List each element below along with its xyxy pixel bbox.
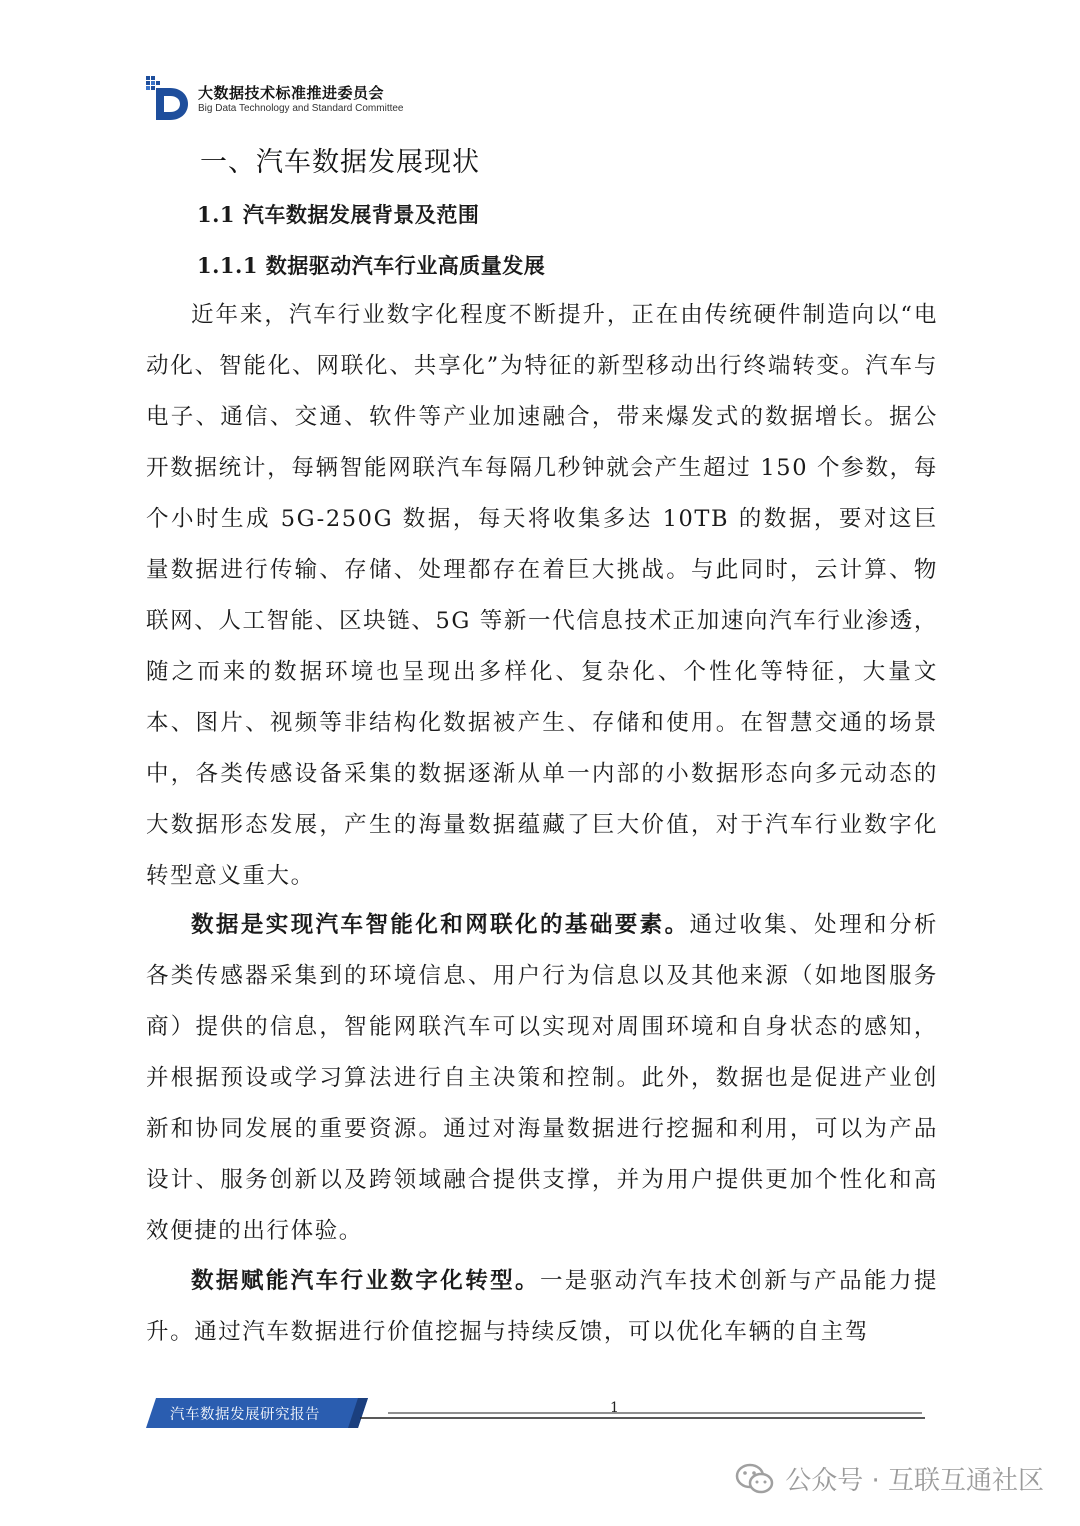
footer-rule [360, 1410, 925, 1424]
subsubsection-heading: 1.1.1 数据驱动汽车行业高质量发展 [197, 253, 546, 278]
org-name-cn: 大数据技术标准推进委员会 [198, 84, 385, 102]
paragraph-3 [146, 1256, 938, 1358]
paragraph-2-lead: 数据是实现汽车智能化和网联化的基础要素。 [191, 912, 690, 938]
footer-report-title: 汽车数据发展研究报告 [170, 1407, 320, 1423]
paragraph-2-text: 通过收集、处理和分析各类传感器采集到的环境信息、用户行为信息以及其他来源（如地图服务商）提供的信息，智能网联汽车可以实现对周围环境和自身状态的感知，并根据预设或学习算法进行自主决策和控制。此外，数据也是促进产业创新和协同发展的重要资源。通过对海量数据进行挖掘和利用，可以为产品设计、服务创新以及跨领域融合提供支撑，并为用户提供更加个性化和高效便捷的出行体验。 [146, 912, 938, 1244]
paragraph-3-text: 一是驱动汽车技术创新与产品能力提升。通过汽车数据进行价值挖掘与持续反馈，可以优化车辆的自主驾 [146, 1268, 938, 1345]
paragraph-1-text: 近年来，汽车行业数字化程度不断提升，正在由传统硬件制造向以“电动化、智能化、网联化、共享化”为特征的新型移动出行终端转变。汽车与电子、通信、交通、软件等产业加速融合，带来爆发式的数据增长。据公开数据统计，每辆智能网联汽车每隔几秒钟就会产生超过 150 个参数，每个小时生成 5G-250G 数据，每天将收集多达 10TB 的数据，要对这巨量数据进行传输、存储、处理都存在着巨大挑战。与此同时，云计算、物联网、人工智能、区块链、5G 等新一代信息技术正加速向汽车行业渗透，随之而来的数据环境也呈现出多样化、复杂化、个性化等特征，大量文本、图片、视频等非结构化数据被产生、存储和使用。在智慧交通的场景中，各类传感设备采集的数据逐渐从单一内部的小数据形态向多元动态的大数据形态发展，产生的海量数据蕴藏了巨大价值，对于汽车行业数字化转型意义重大。 [146, 302, 938, 889]
paragraph-2 [146, 900, 938, 1257]
watermark-text: 公众号 · 互联互通社区 [785, 1466, 1044, 1496]
paragraph-3-lead: 数据赋能汽车行业数字化转型。 [191, 1268, 540, 1294]
page-number: 1 [610, 1400, 619, 1416]
paragraph-1 [146, 290, 938, 902]
bdtsc-logo-icon [146, 76, 190, 120]
subsection-heading: 1.1 汽车数据发展背景及范围 [197, 202, 480, 227]
section-heading: 一、汽车数据发展现状 [200, 147, 480, 178]
watermark [735, 1460, 1044, 1497]
org-name-en: Big Data Technology and Standard Committee [198, 103, 404, 114]
wechat-icon [735, 1462, 775, 1496]
